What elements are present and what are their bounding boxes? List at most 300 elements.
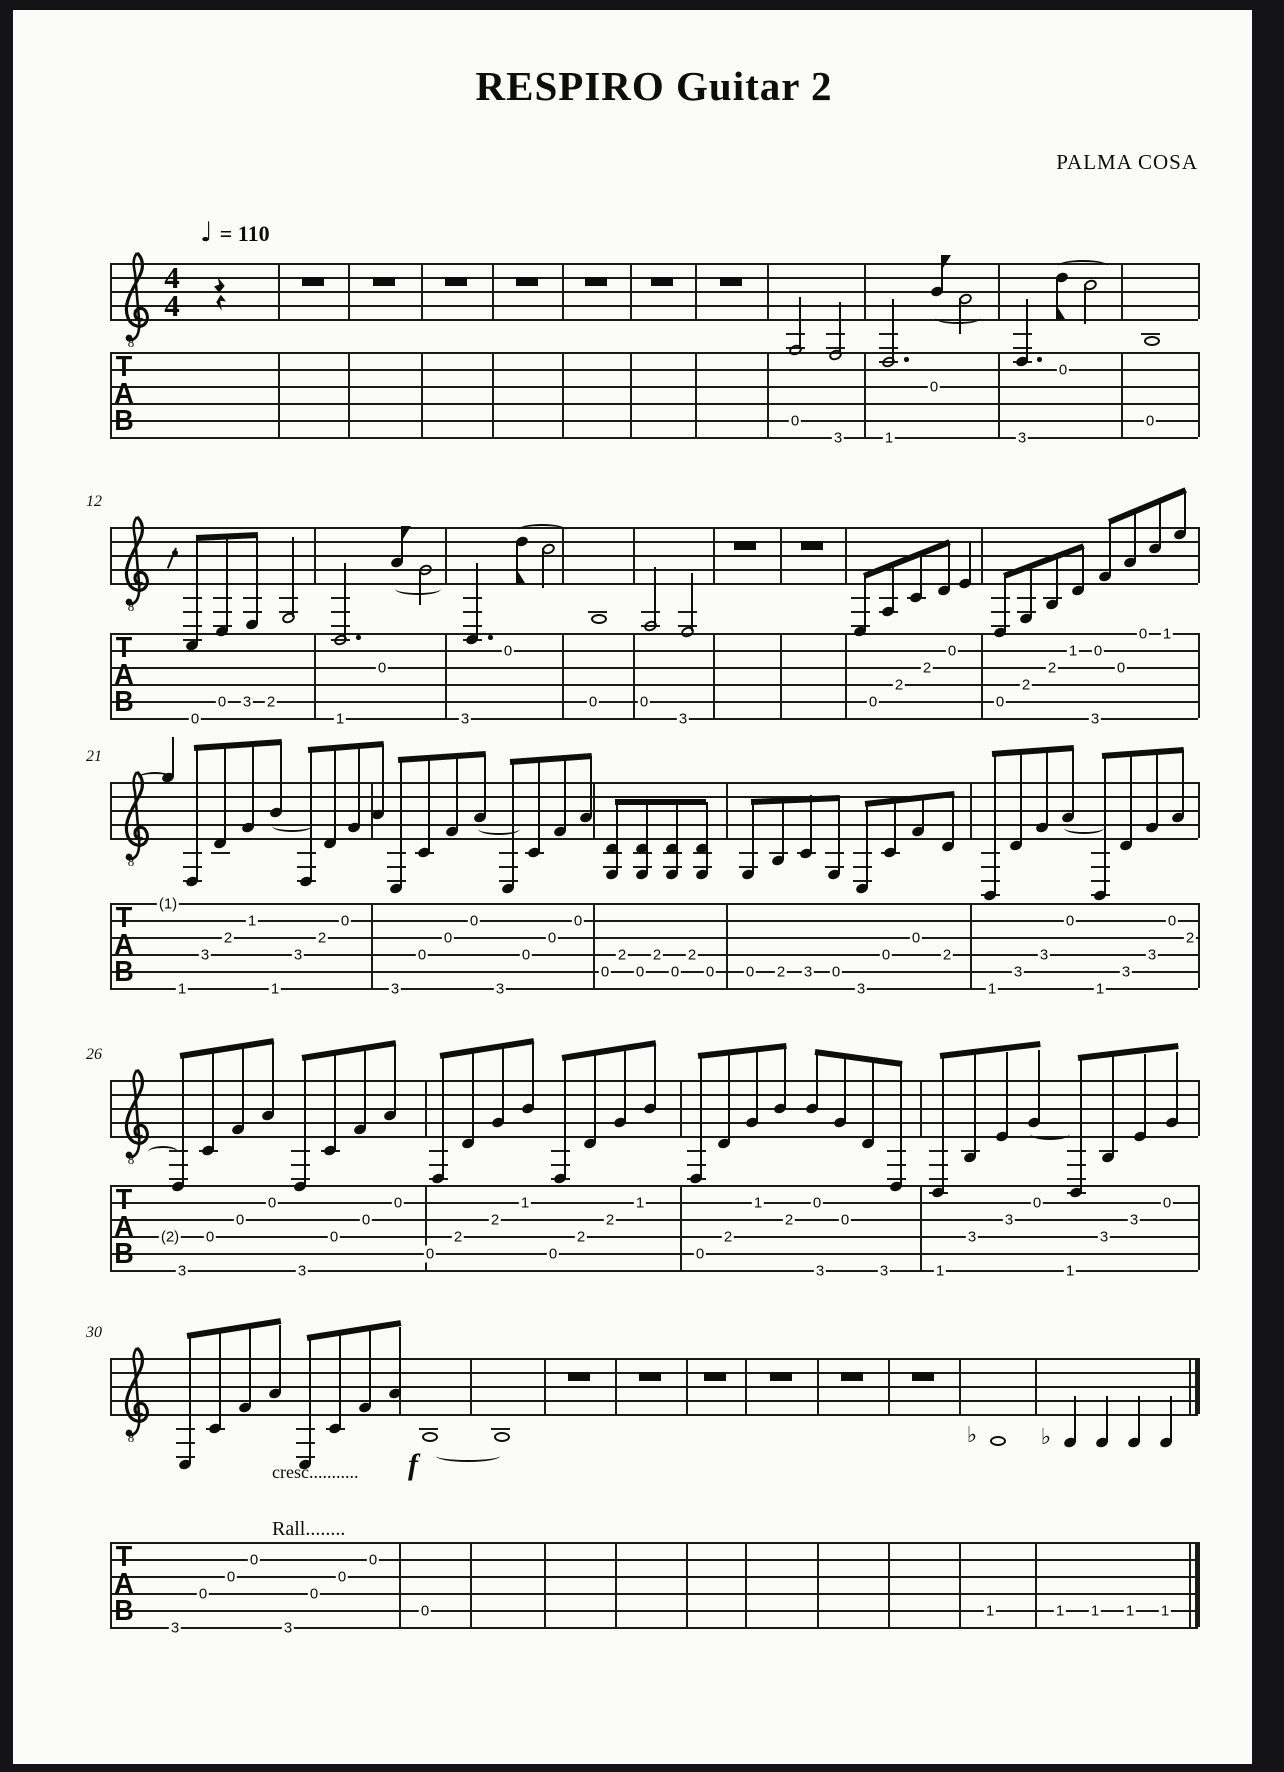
tab-fret-number: 3 — [1099, 1228, 1109, 1246]
ledger-line — [851, 597, 870, 599]
ledger-line — [243, 597, 262, 599]
barline — [686, 1358, 688, 1414]
ledger-line — [961, 1150, 980, 1152]
note-stem — [364, 1049, 366, 1129]
staff-line — [110, 541, 1198, 543]
ledger-line — [419, 1428, 438, 1430]
barline — [110, 1358, 112, 1414]
note-stem — [502, 1046, 504, 1122]
note-stem — [900, 1066, 902, 1186]
whole-rest — [720, 277, 742, 286]
barline — [445, 527, 447, 583]
whole-rest — [639, 1372, 661, 1381]
note-stem — [922, 797, 924, 831]
tab-fret-number: 0 — [226, 1568, 236, 1586]
whole-rest — [568, 1372, 590, 1381]
tab-fret-number: 3 — [1004, 1211, 1014, 1229]
note-stem — [256, 536, 258, 624]
note-stem — [1046, 750, 1048, 827]
barline — [470, 1358, 472, 1414]
barline — [864, 352, 866, 437]
note-stem — [224, 746, 226, 843]
note-stem — [1038, 1050, 1040, 1122]
note-stem — [654, 567, 656, 625]
tab-clef-letter: A — [114, 1567, 134, 1600]
barline — [110, 903, 112, 988]
ledger-line — [633, 866, 652, 868]
expression-text: Rall........ — [272, 1518, 346, 1540]
tab-fret-number: 0 — [309, 1585, 319, 1603]
tab-fret-number: 3 — [1147, 946, 1157, 964]
note-stem — [974, 1054, 976, 1157]
tab-fret-number: 3 — [1039, 946, 1049, 964]
note-stem — [894, 800, 896, 852]
tab-fret-number: 2 — [453, 1228, 463, 1246]
ledger-line — [213, 611, 232, 613]
whole-rest — [704, 1372, 726, 1381]
tab-fret-number: 0 — [361, 1211, 371, 1229]
ledger-line — [491, 1428, 510, 1430]
tab-clef-letter: B — [114, 404, 134, 437]
ledger-line — [279, 597, 298, 599]
note-stem — [219, 1332, 221, 1428]
whole-rest — [445, 277, 467, 286]
tab-fret-number: 0 — [812, 1194, 822, 1212]
tab-fret-number: 1 — [177, 980, 187, 998]
barline — [633, 633, 635, 718]
note-stem — [1112, 1056, 1114, 1157]
tab-fret-number: 0 — [1065, 912, 1075, 930]
ledger-line — [387, 880, 406, 882]
note-stem — [1056, 558, 1058, 604]
tab-fret-number: 1 — [635, 1194, 645, 1212]
ledger-line — [588, 611, 607, 613]
tab-clef-letter: B — [114, 685, 134, 718]
tab-fret-number: 0 — [868, 693, 878, 711]
tab-fret-number: 3 — [815, 1262, 825, 1280]
note-stem — [872, 1063, 874, 1143]
note-stem — [1156, 752, 1158, 827]
note-stem — [1144, 1054, 1146, 1136]
time-signature-upper: 4 — [164, 260, 180, 295]
whole-rest — [585, 277, 607, 286]
tab-line — [110, 633, 1198, 635]
tab-fret-number: 0 — [790, 412, 800, 430]
tie-arc — [436, 1450, 500, 1462]
barline — [680, 1185, 682, 1270]
clef-octave-8: 8 — [127, 854, 135, 869]
ledger-line — [879, 347, 898, 349]
whole-rest — [841, 1372, 863, 1381]
note-stem — [1084, 284, 1086, 324]
note-stem — [339, 1334, 341, 1428]
barline — [920, 1185, 922, 1270]
whole-rest — [302, 277, 324, 286]
ledger-line — [687, 1150, 706, 1152]
tab-fret-number: 3 — [1017, 429, 1027, 447]
note-stem — [1134, 512, 1136, 562]
flat-sign: ♭ — [1040, 1425, 1052, 1450]
treble-clef-icon — [116, 1344, 156, 1448]
ledger-line — [291, 1164, 310, 1166]
whole-rest — [734, 541, 756, 550]
tab-fret-number: 1 — [987, 980, 997, 998]
barline — [767, 263, 769, 319]
ledger-line — [176, 1456, 195, 1458]
staff-line — [110, 1414, 1198, 1416]
tab-line — [110, 718, 1198, 720]
ledger-line — [929, 1178, 948, 1180]
measure-number: 12 — [86, 493, 102, 510]
tab-line — [110, 1627, 1198, 1629]
note-stem — [542, 548, 544, 588]
barline — [959, 1358, 961, 1414]
note-stem — [226, 536, 228, 631]
ledger-line — [1067, 1150, 1086, 1152]
tab-fret-number: 0 — [1093, 642, 1103, 660]
ledger-line — [981, 852, 1000, 854]
tab-fret-number: 3 — [803, 963, 813, 981]
ledger-line — [1091, 880, 1110, 882]
ledger-line — [463, 625, 482, 627]
note-stem — [1030, 568, 1032, 618]
tab-fret-number: 0 — [695, 1245, 705, 1263]
ledger-line — [825, 866, 844, 868]
note-stem — [1130, 754, 1132, 845]
tab-clef-letter: B — [114, 955, 134, 988]
note-stem — [1170, 1396, 1172, 1442]
note-stem — [476, 563, 478, 639]
note-stem — [304, 1058, 306, 1186]
note-stem — [172, 737, 174, 777]
tab-fret-number: 0 — [547, 929, 557, 947]
ledger-line — [1091, 852, 1110, 854]
barline — [1035, 1358, 1037, 1414]
note-stem — [564, 758, 566, 831]
barline — [1198, 1080, 1200, 1136]
tab-fret-number: 0 — [995, 693, 1005, 711]
barline — [445, 633, 447, 718]
ledger-line — [499, 880, 518, 882]
tab-fret-number: 2 — [1021, 676, 1031, 694]
note-stem — [292, 537, 294, 617]
barline — [1198, 263, 1200, 319]
barline — [1121, 263, 1123, 319]
barline — [686, 1542, 688, 1627]
note-stem — [1109, 522, 1111, 576]
tab-fret-number: 3 — [678, 710, 688, 728]
staff-line — [110, 782, 1198, 784]
tab-fret-number: 0 — [249, 1551, 259, 1569]
tab-fret-number: 0 — [337, 1568, 347, 1586]
ledger-line — [641, 611, 660, 613]
ledger-line — [331, 611, 350, 613]
tab-fret-number: 3 — [177, 1262, 187, 1280]
tie-arc — [272, 820, 312, 832]
barline — [630, 263, 632, 319]
ledger-line — [991, 611, 1010, 613]
barline — [314, 633, 316, 718]
ledger-line — [1141, 333, 1160, 335]
barline — [888, 1358, 890, 1414]
tie-arc — [395, 583, 441, 595]
barline — [110, 1542, 112, 1627]
tab-line — [110, 352, 1198, 354]
tab-line — [110, 386, 1198, 388]
note-stem — [594, 1053, 596, 1143]
staff-line — [110, 838, 1198, 840]
note-stem — [1159, 502, 1161, 548]
note-stem — [782, 798, 784, 860]
tab-fret-number: 0 — [1167, 912, 1177, 930]
barline — [1198, 527, 1200, 583]
tab-fret-number: 3 — [833, 429, 843, 447]
tab-line — [110, 420, 1198, 422]
note-stem — [838, 798, 840, 874]
tab-fret-number: 3 — [460, 710, 470, 728]
barline — [314, 527, 316, 583]
measure-number: 26 — [86, 1046, 102, 1063]
note-stem — [700, 1056, 702, 1178]
barline — [110, 782, 112, 838]
tab-line — [110, 437, 1198, 439]
ledger-line — [297, 866, 316, 868]
tab-fret-number: 1 — [985, 1602, 995, 1620]
note-stem — [810, 795, 812, 853]
barline — [1198, 1185, 1200, 1270]
tab-fret-number: 3 — [1121, 963, 1131, 981]
ledger-line — [879, 333, 898, 335]
tab-fret-number: 0 — [588, 693, 598, 711]
tab-fret-number: (1) — [158, 895, 178, 913]
barline — [817, 1358, 819, 1414]
note-stem — [279, 1325, 281, 1393]
note-stem — [624, 1048, 626, 1122]
ledger-line — [183, 866, 202, 868]
notehead — [422, 1432, 438, 1442]
time-signature-lower: 4 — [164, 288, 180, 323]
barline — [278, 352, 280, 437]
barline — [348, 263, 350, 319]
tab-fret-number: 0 — [573, 912, 583, 930]
tab-fret-number: 0 — [1138, 625, 1148, 643]
tab-fret-number: 1 — [935, 1262, 945, 1280]
note-stem — [1138, 1396, 1140, 1442]
tab-fret-number: 0 — [190, 710, 200, 728]
measure-number: 30 — [86, 1324, 102, 1341]
note-stem — [1104, 756, 1106, 895]
tab-fret-number: 1 — [1090, 1602, 1100, 1620]
ledger-line — [825, 852, 844, 854]
tab-fret-number: 1 — [1065, 1262, 1075, 1280]
tab-clef-letter: T — [115, 350, 133, 383]
tab-fret-number: 2 — [490, 1211, 500, 1229]
tab-fret-number: 0 — [267, 1194, 277, 1212]
note-stem — [242, 1047, 244, 1129]
tab-fret-number: 2 — [1047, 659, 1057, 677]
barline — [633, 527, 635, 583]
tab-fret-number: 3 — [200, 946, 210, 964]
staff-line — [110, 291, 1198, 293]
eighth-flag — [403, 526, 411, 539]
barline — [998, 263, 1000, 319]
barline — [544, 1358, 546, 1414]
tempo-value: = 110 — [219, 221, 270, 246]
ledger-line — [853, 852, 872, 854]
notehead — [1144, 336, 1160, 346]
ledger-line — [853, 866, 872, 868]
eighth-flag — [943, 255, 951, 268]
tab-fret-number: 0 — [1032, 1194, 1042, 1212]
note-stem — [182, 1056, 184, 1186]
tab-line — [110, 971, 1198, 973]
note-stem — [1082, 546, 1084, 590]
note-stem — [706, 802, 708, 874]
note-stem — [728, 1053, 730, 1143]
tab-fret-number: 0 — [205, 1228, 215, 1246]
note-stem — [844, 1058, 846, 1122]
ledger-line — [429, 1164, 448, 1166]
tab-line — [110, 903, 1198, 905]
tab-line — [110, 1185, 1198, 1187]
augmentation-dot — [488, 635, 493, 640]
barline — [767, 352, 769, 437]
ledger-line — [297, 852, 316, 854]
ledger-line — [499, 866, 518, 868]
whole-rest — [516, 277, 538, 286]
barline — [864, 263, 866, 319]
note-stem — [1184, 490, 1186, 534]
tab-fret-number: 3 — [1013, 963, 1023, 981]
tab-fret-number: 0 — [840, 1211, 850, 1229]
tab-fret-number: 3 — [495, 980, 505, 998]
tab-fret-number: 2 — [317, 929, 327, 947]
note-stem — [428, 758, 430, 852]
barline — [615, 1542, 617, 1627]
note-stem — [920, 551, 922, 597]
note-stem — [646, 802, 648, 874]
ledger-line — [663, 866, 682, 868]
tab-fret-number: 3 — [170, 1619, 180, 1637]
ledger-line — [296, 1428, 315, 1430]
note-stem — [1004, 576, 1006, 632]
ledger-line — [1099, 1150, 1118, 1152]
staff-line — [110, 796, 1198, 798]
barline — [593, 782, 595, 838]
ledger-line — [929, 1150, 948, 1152]
ledger-line — [296, 1456, 315, 1458]
tab-fret-number: 1 — [1162, 625, 1172, 643]
barline — [562, 352, 564, 437]
tab-clef-letter: T — [115, 631, 133, 664]
tab-fret-number: 0 — [705, 963, 715, 981]
barline — [278, 263, 280, 319]
tab-fret-number: 3 — [1129, 1211, 1139, 1229]
tab-fret-number: 0 — [198, 1585, 208, 1603]
composer-name: PALMA COSA — [1056, 150, 1198, 174]
note-stem — [756, 1050, 758, 1122]
tab-fret-number: 1 — [247, 912, 257, 930]
barline — [726, 782, 728, 838]
ledger-line — [981, 866, 1000, 868]
tab-clef-letter: T — [115, 1540, 133, 1573]
ledger-line — [929, 1164, 948, 1166]
barline — [630, 352, 632, 437]
barline — [713, 527, 715, 583]
note-stem — [249, 1329, 251, 1407]
final-barline — [1189, 1542, 1191, 1627]
tie-arc — [935, 312, 981, 324]
tab-fret-number: 3 — [967, 1228, 977, 1246]
note-stem — [784, 1048, 786, 1108]
note-stem — [382, 744, 384, 814]
staff-line — [110, 319, 1198, 321]
tab-fret-number: (2) — [160, 1228, 180, 1246]
tab-fret-number: 0 — [503, 642, 513, 660]
ledger-line — [739, 866, 758, 868]
barline — [970, 782, 972, 838]
whole-rest — [912, 1372, 934, 1381]
barline — [780, 633, 782, 718]
note-stem — [866, 804, 868, 888]
note-stem — [952, 794, 954, 846]
note-stem — [400, 760, 402, 888]
tab-line — [110, 1219, 1198, 1221]
barline — [348, 352, 350, 437]
tab-fret-number: 0 — [425, 1245, 435, 1263]
barline — [888, 1542, 890, 1627]
tab-clef-letter: A — [114, 928, 134, 961]
tab-fret-number: 3 — [1090, 710, 1100, 728]
note-stem — [272, 1043, 274, 1115]
note-stem — [532, 1042, 534, 1108]
barline — [998, 352, 1000, 437]
tie-arc — [148, 1146, 178, 1158]
tab-fret-number: 1 — [270, 980, 280, 998]
clef-octave-8: 8 — [127, 1152, 135, 1167]
barline — [470, 1542, 472, 1627]
barline — [492, 263, 494, 319]
barline — [745, 1542, 747, 1627]
note-stem — [752, 802, 754, 874]
staff-line — [110, 527, 1198, 529]
barline — [1198, 352, 1200, 437]
tab-clef-letter: B — [114, 1237, 134, 1270]
ledger-line — [331, 625, 350, 627]
quarter-note-icon: ♩ — [200, 217, 213, 248]
staff-line — [110, 305, 1198, 307]
tab-fret-number: 2 — [723, 1228, 733, 1246]
tab-fret-number: 0 — [745, 963, 755, 981]
barline — [981, 527, 983, 583]
tab-fret-number: 0 — [831, 963, 841, 981]
note-stem — [1020, 752, 1022, 845]
tab-line — [110, 650, 1198, 652]
note-stem — [654, 1044, 656, 1108]
ledger-line — [551, 1150, 570, 1152]
ledger-line — [551, 1164, 570, 1166]
treble-clef-icon — [116, 249, 156, 353]
page-title: RESPIRO Guitar 2 — [475, 63, 833, 109]
whole-rest — [651, 277, 673, 286]
tab-clef-letter: A — [114, 377, 134, 410]
tab-fret-number: 0 — [929, 378, 939, 396]
barline — [970, 903, 972, 988]
tab-fret-number: 2 — [223, 929, 233, 947]
barline — [780, 527, 782, 583]
barline — [110, 1080, 112, 1136]
barline — [425, 1080, 427, 1136]
